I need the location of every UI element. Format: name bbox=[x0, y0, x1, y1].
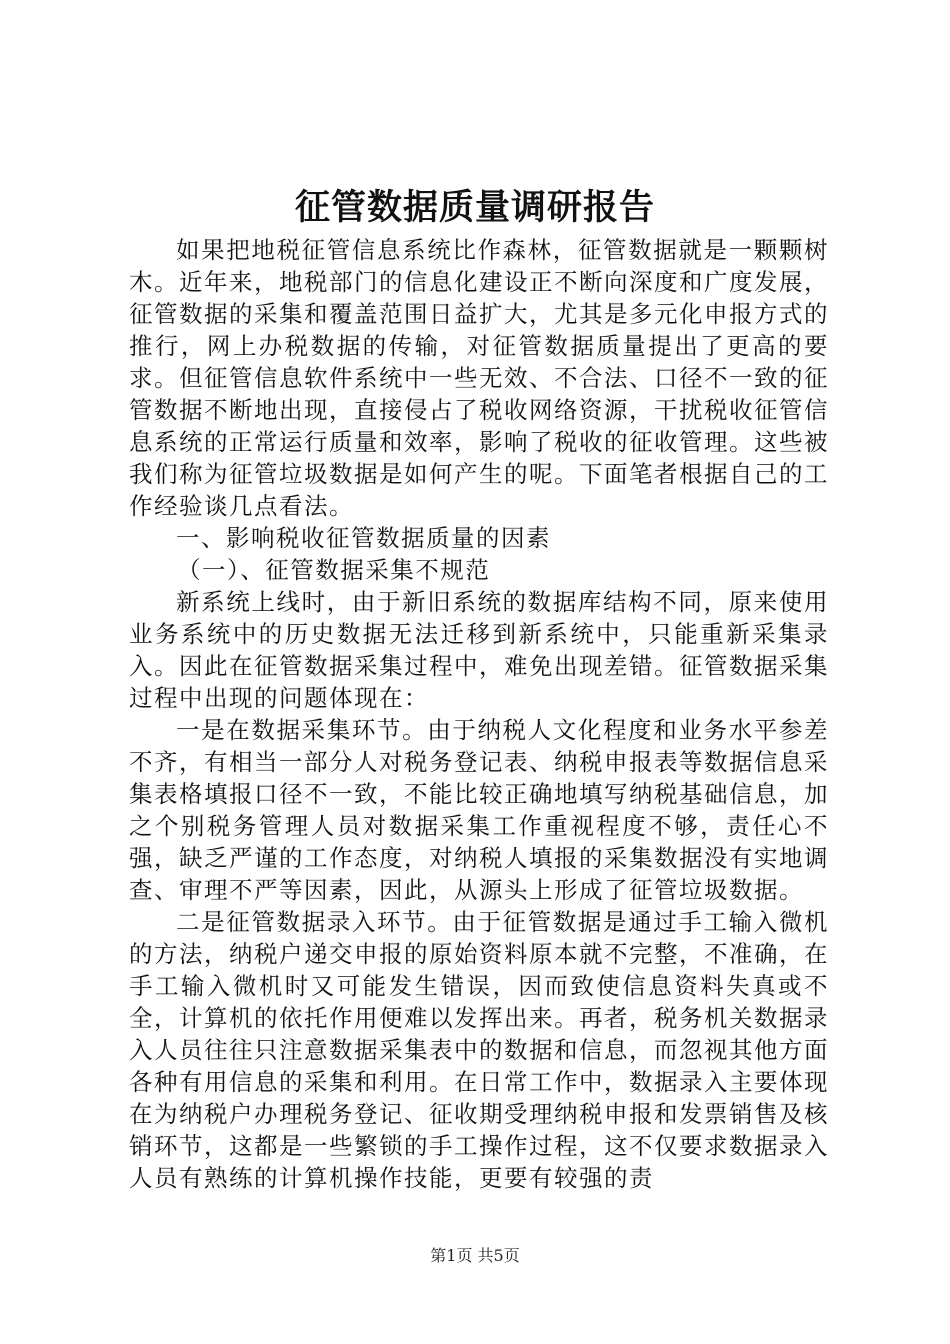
document-title: 征管数据质量调研报告 bbox=[294, 187, 655, 228]
section-heading: 一、影响税收征管数据质量的因素 bbox=[176, 524, 551, 552]
body-paragraph: 二是征管数据录入环节。由于征管数据是通过手工输入微机的方法，纳税户递交申报的原始资料原本就不完整，不准确，在手工输入微机时又可能发生错误，因而致使信息资料失真或不全，计算机的依托作用便难以发挥出来。再者，税务机关数据录入人员往往只注意数据采集表中的数据和信息，而忽视其他方面各种有用信息的采集和利用。在日常工作中，数据录入主要体现在为纳税户办理税务登记、征收期受理纳税申报和发票销售及核销环节，这都是一些繁锁的手工操作过程，这不仅要求数据录入人员有熟练的计算机操作技能，更要有较强的责 bbox=[129, 908, 829, 1192]
document-body bbox=[129, 234, 829, 1194]
intro-paragraph: 如果把地税征管信息系统比作森林，征管数据就是一颗颗树木。近年来，地税部门的信息化建设正不断向深度和广度发展，征管数据的采集和覆盖范围日益扩大，尤其是多元化申报方式的推行，网上办税数据的传输，对征管数据质量提出了更高的要求。但征管信息软件系统中一些无效、不合法、口径不一致的征管数据不断地出现，直接侵占了税收网络资源，干扰税收征管信息系统的正常运行质量和效率，影响了税收的征收管理。这些被我们称为征管垃圾数据是如何产生的呢。下面笔者根据自己的工作经验谈几点看法。 bbox=[129, 236, 829, 520]
body-paragraph: 新系统上线时，由于新旧系统的数据库结构不同，原来使用业务系统中的历史数据无法迁移到新系统中，只能重新采集录入。因此在征管数据采集过程中，难免出现差错。征管数据采集过程中出现的问题体现在： bbox=[129, 588, 829, 712]
subsection-heading: （一）、征管数据采集不规范 bbox=[177, 556, 491, 584]
body-paragraph: 一是在数据采集环节。由于纳税人文化程度和业务水平参差不齐，有相当一部分人对税务登记表、纳税申报表等数据信息采集表格填报口径不一致，不能比较正确地填写纳税基础信息，加之个别税务管理人员对数据采集工作重视程度不够，责任心不强，缺乏严谨的工作态度，对纳税人填报的采集数据没有实地调查、审理不严等因素，因此，从源头上形成了征管垃圾数据。 bbox=[129, 716, 829, 904]
page-footer: 第1页 共5页 bbox=[430, 1246, 520, 1265]
